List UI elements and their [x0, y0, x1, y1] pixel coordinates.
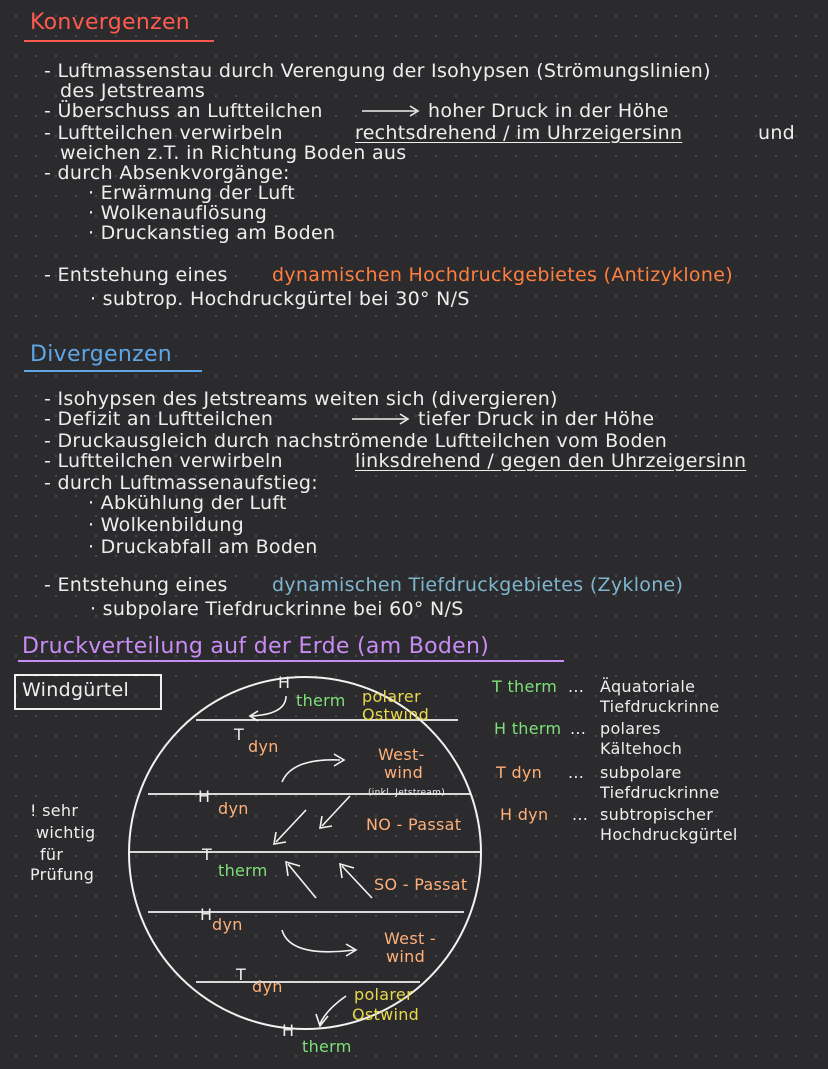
konv-subtrop: · subtrop. Hochdruckgürtel bei 30° N/S: [90, 288, 470, 310]
div-line-4-underlined: linksdrehend / gegen den Uhrzeigersinn: [355, 450, 747, 472]
legend-dots: ...: [568, 763, 585, 782]
legend-key-t-dyn: T dyn: [496, 763, 543, 782]
divergenzen-title: Divergenzen: [30, 342, 173, 367]
legend-line: Tiefdruckrinne: [600, 697, 720, 716]
konv-bullet-1: · Erwärmung der Luft: [88, 182, 295, 204]
label-h: H: [198, 787, 211, 806]
div-bullet-3: · Druckabfall am Boden: [88, 536, 318, 558]
konv-line-1b: des Jetstreams: [60, 80, 206, 102]
legend-line: Äquatoriale: [600, 677, 696, 696]
wind-arrow: [252, 696, 286, 716]
konv-line-3-und: und: [758, 122, 796, 144]
konv-bullet-2: · Wolkenauflösung: [88, 202, 268, 224]
label-wind: wind: [386, 947, 426, 966]
legend-line: Kältehoch: [600, 739, 683, 758]
konv-line-2: - Überschuss an Luftteilchen: [44, 100, 323, 122]
label-ostwind: Ostwind: [362, 705, 430, 724]
legend-line: subpolare: [600, 763, 682, 782]
div-bullet-1: · Abkühlung der Luft: [88, 492, 287, 514]
legend-key-h-dyn: H dyn: [500, 805, 549, 824]
div-entstehung-colored: dynamischen Tiefdruckgebietes (Zyklone): [272, 574, 684, 596]
legend-dots: ...: [572, 805, 589, 824]
windguertel-label: Windgürtel: [22, 679, 130, 701]
note-line-3: für: [40, 845, 64, 864]
label-t: T: [234, 725, 245, 744]
legend-line: subtropischer: [600, 805, 714, 824]
wind-arrow: [282, 760, 340, 782]
wind-arrow: [276, 810, 306, 842]
label-polarer: polarer: [362, 687, 421, 706]
div-line-3: - Druckausgleich durch nachströmende Luftteilchen vom Boden: [44, 430, 668, 452]
konv-entstehung-colored: dynamischen Hochdruckgebietes (Antizyklone): [272, 264, 733, 286]
label-dyn: dyn: [212, 915, 243, 934]
legend-dots: ...: [568, 677, 585, 696]
label-ostwind: Ostwind: [352, 1005, 420, 1024]
wind-arrow: [320, 996, 346, 1024]
label-therm: therm: [218, 861, 268, 880]
label-h: H: [278, 673, 291, 692]
label-polarer: polarer: [354, 985, 413, 1004]
legend-dots: ...: [570, 719, 587, 738]
konv-line-3: - Luftteilchen verwirbeln: [44, 122, 283, 144]
label-t: T: [202, 845, 213, 864]
div-line-1: - Isohypsen des Jetstreams weiten sich (divergieren): [44, 388, 558, 410]
konvergenzen-title: Konvergenzen: [30, 10, 191, 35]
label-so-passat: SO - Passat: [374, 875, 468, 894]
earth-circle: [129, 677, 481, 1029]
label-t: T: [236, 965, 247, 984]
div-subpolar: · subpolare Tiefdruckrinne bei 60° N/S: [90, 598, 464, 620]
konv-bullet-3: · Druckanstieg am Boden: [88, 222, 336, 244]
label-therm: therm: [296, 691, 346, 710]
div-line-4: - Luftteilchen verwirbeln: [44, 450, 283, 472]
label-no-passat: NO - Passat: [366, 815, 462, 834]
konv-line-4: - durch Absenkvorgänge:: [44, 162, 290, 184]
konv-line-3-underlined: rechtsdrehend / im Uhrzeigersinn: [355, 122, 683, 144]
druckverteilung-title: Druckverteilung auf der Erde (am Boden): [22, 634, 490, 659]
div-bullet-2: · Wolkenbildung: [88, 514, 245, 536]
div-line-2: - Defizit an Luftteilchen: [44, 408, 274, 430]
label-dyn: dyn: [218, 799, 249, 818]
konv-entstehung: - Entstehung eines: [44, 264, 228, 286]
note-line-1: ! sehr: [30, 801, 79, 820]
wind-arrow: [282, 930, 354, 952]
label-west: West-: [378, 745, 425, 764]
legend-line: polares: [600, 719, 661, 738]
konv-line-1: - Luftmassenstau durch Verengung der Isohypsen (Strömungslinien): [44, 60, 711, 82]
label-dyn: dyn: [248, 737, 279, 756]
label-dyn: dyn: [252, 977, 283, 996]
div-entstehung: - Entstehung eines: [44, 574, 228, 596]
legend-line: Hochdruckgürtel: [600, 825, 738, 844]
note-line-4: Prüfung: [30, 865, 95, 884]
label-wind: wind: [384, 763, 424, 782]
note-line-2: wichtig: [36, 823, 96, 842]
konv-line-2b: hoher Druck in der Höhe: [428, 100, 669, 122]
label-h: H: [282, 1021, 295, 1040]
label-jetstream-note: (inkl. Jetstream): [368, 788, 446, 798]
legend-key-t-therm: T therm: [492, 677, 558, 696]
legend-key-h-therm: H therm: [494, 719, 562, 738]
div-line-2b: tiefer Druck in der Höhe: [418, 408, 655, 430]
legend-line: Tiefdruckrinne: [600, 783, 720, 802]
label-west: West -: [384, 929, 436, 948]
div-line-5: - durch Luftmassenaufstieg:: [44, 472, 318, 494]
label-therm: therm: [302, 1037, 352, 1056]
wind-arrow: [322, 796, 350, 826]
wind-arrow: [342, 866, 372, 898]
konv-line-3b: weichen z.T. in Richtung Boden aus: [60, 142, 407, 164]
wind-arrow: [288, 864, 316, 898]
label-h: H: [200, 905, 213, 924]
